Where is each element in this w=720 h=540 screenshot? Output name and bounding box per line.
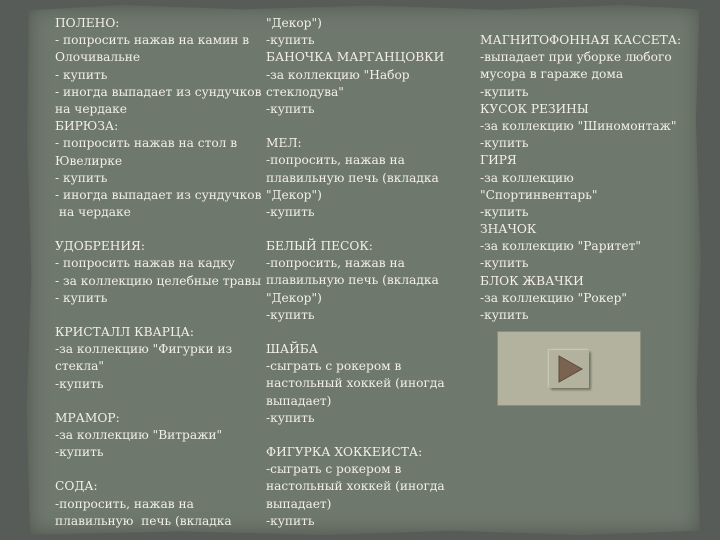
column-right: [480, 32, 695, 324]
item-line: -за коллекцию "Витражи": [55, 427, 223, 442]
item-line: -купить: [266, 307, 315, 322]
item-line: -за коллекцию "Набор: [266, 67, 410, 82]
item-title: МЕЛ:: [266, 136, 302, 151]
play-arrow-icon: [554, 354, 584, 384]
item-line: - купить: [55, 290, 108, 305]
item-line: - за коллекцию целебные травы: [55, 273, 262, 288]
item-mramor: [55, 410, 260, 462]
item-line: -попросить, нажав на: [266, 256, 405, 271]
item-line: - иногда выпадает из сундучков: [55, 84, 262, 99]
item-title: ЗНАЧОК: [480, 222, 537, 237]
item-line: -купить: [55, 445, 104, 460]
item-line: стеклодува": [266, 84, 344, 99]
item-line: настольный хоккей (иногда: [266, 376, 445, 391]
item-line: -купить: [480, 84, 529, 99]
item-line: -попросить, нажав на: [55, 496, 194, 511]
item-zhvachka: [480, 273, 695, 325]
item-line: плавильную печь (вкладка: [55, 513, 232, 528]
item-line: Ювелирке: [55, 153, 123, 168]
item-kasseta: [480, 32, 695, 101]
item-dekor-continued: [266, 15, 476, 49]
column-left: [55, 15, 260, 530]
item-title: МРАМОР:: [55, 410, 120, 425]
item-line: -купить: [266, 410, 315, 425]
item-line: - попросить нажав на кадку: [55, 256, 235, 271]
item-line: "Декор"): [266, 290, 322, 305]
item-line: -за коллекцию "Фигурки из: [55, 342, 233, 357]
item-line: - купить: [55, 170, 108, 185]
play-button-face[interactable]: [549, 350, 589, 388]
item-line: на чердаке: [55, 205, 131, 220]
item-title: ГИРЯ: [480, 153, 517, 168]
item-title: ПОЛЕНО:: [55, 16, 120, 30]
item-shaiba: [266, 341, 476, 427]
item-soda: [55, 478, 260, 530]
next-slide-button[interactable]: [497, 331, 641, 406]
spacer: [266, 427, 476, 444]
item-line: -выпадает при уборке любого: [480, 50, 672, 65]
item-line: -купить: [480, 308, 529, 322]
item-poleno: [55, 15, 260, 118]
item-line: - иногда выпадает из сундучков: [55, 187, 262, 202]
item-line: выпадает): [266, 496, 332, 511]
item-title: БАНОЧКА МАРГАНЦОВКИ: [266, 50, 445, 65]
item-udobreniya: [55, 238, 260, 307]
item-line: -за коллекцию "Шиномонтаж": [480, 118, 677, 133]
item-line: -попросить, нажав на: [266, 153, 405, 168]
item-line: -купить: [266, 204, 315, 219]
item-banochka: [266, 49, 476, 118]
item-line: -купить: [480, 204, 529, 219]
item-line: - купить: [55, 67, 108, 82]
item-line: "Декор"): [266, 187, 322, 202]
spacer: [266, 221, 476, 238]
item-line: выпадает): [266, 393, 332, 408]
item-title: СОДА:: [55, 479, 98, 494]
item-znachok: [480, 221, 695, 273]
item-line: -за коллекцию "Раритет": [480, 239, 641, 254]
item-title: УДОБРЕНИЯ:: [55, 239, 145, 254]
item-rezina: [480, 101, 695, 153]
item-title: ШАЙБА: [266, 342, 318, 356]
item-line: -купить: [480, 136, 529, 151]
item-title: БЕЛЫЙ ПЕСОК:: [266, 239, 373, 254]
item-line: на чердаке: [55, 101, 127, 116]
item-line: - попросить нажав на камин в: [55, 33, 250, 48]
item-title: КРИСТАЛЛ КВАРЦА:: [55, 325, 194, 339]
item-line: -купить: [480, 256, 529, 271]
item-line: мусора в гараже дома: [480, 67, 624, 82]
spacer: [266, 118, 476, 135]
item-line: -сыграть с рокером в: [266, 359, 402, 374]
item-line: -купить: [266, 33, 315, 48]
item-line: -купить: [266, 513, 315, 528]
item-line: - попросить нажав на стол в: [55, 136, 238, 151]
item-line: настольный хоккей (иногда: [266, 479, 445, 494]
item-line: "Декор"): [266, 16, 322, 30]
item-line: плавильную печь (вкладка: [266, 273, 439, 288]
spacer: [55, 461, 260, 478]
item-biryuza: [55, 118, 260, 221]
column-middle: [266, 15, 476, 530]
item-title: БЛОК ЖВАЧКИ: [480, 273, 584, 288]
item-line: -сыграть с рокером в: [266, 462, 402, 477]
spacer: [55, 221, 260, 238]
item-line: плавильную печь (вкладка: [266, 170, 439, 185]
item-line: -купить: [55, 376, 104, 391]
item-title: ФИГУРКА ХОККЕИСТА:: [266, 444, 423, 459]
item-title: БИРЮЗА:: [55, 119, 119, 134]
item-title: МАГНИТОФОННАЯ КАССЕТА:: [480, 33, 682, 47]
item-line: -за коллекцию: [480, 170, 574, 185]
item-mel: [266, 135, 476, 221]
item-line: -за коллекцию "Рокер": [480, 290, 627, 305]
spacer: [266, 324, 476, 341]
item-line: стекла": [55, 359, 105, 374]
item-line: Олочивальне: [55, 50, 141, 65]
item-kristall: [55, 324, 260, 393]
item-girya: [480, 152, 695, 221]
spacer: [55, 393, 260, 410]
item-pesok: [266, 238, 476, 324]
spacer: [55, 307, 260, 324]
item-line: -купить: [266, 101, 315, 116]
item-title: КУСОК РЕЗИНЫ: [480, 101, 589, 116]
item-figurka: [266, 444, 476, 530]
item-line: "Спортинвентарь": [480, 187, 598, 202]
